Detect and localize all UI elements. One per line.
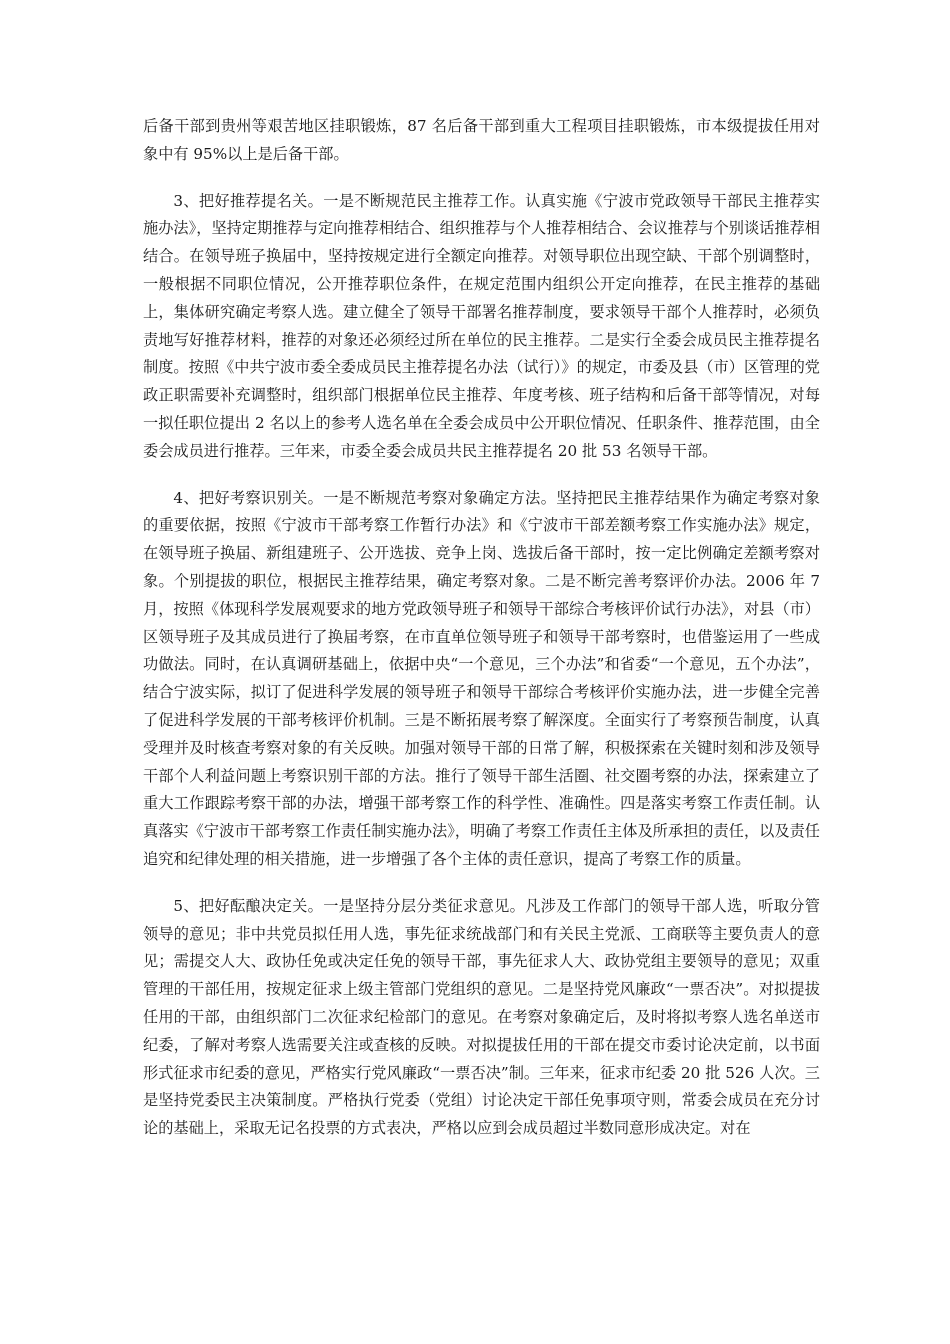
paragraph-deliberation-decision: 5、把好酝酿决定关。一是坚持分层分类征求意见。凡涉及工作部门的领导干部人选，听取分管领导的意见；非中共党员拟任用人选，事先征求统战部门和有关民主党派、工商联等主要负责人的意见；需提交人大、政协任免或决定任免的领导干部，事先征求人大、政协党组主要领导的意见；双重管理的干部任用，按规定征求上级主管部门党组织的意见。二是坚持党风廉政“一票否决”。对拟提拔任用的干部，由组织部门二次征求纪检部门的意见。在考察对象确定后，及时将拟考察人选名单送市纪委，了解对考察人选需要关注或查核的反映。对拟提拔任用的干部在提交市委讨论决定前，以书面形式征求市纪委的意见，严格实行党风廉政“一票否决”制。三年来，征求市纪委 20 批 526 人次。三是坚持党委民主决策制度。严格执行党委（党组）讨论决定干部任免事项守则，常委会成员在充分讨论的基础上，采取无记名投票的方式表决，严格以应到会成员超过半数同意形成决定。对在 — [143, 896, 820, 1138]
paragraph-recommendation-nomination: 3、把好推荐提名关。一是不断规范民主推荐工作。认真实施《宁波市党政领导干部民主推荐实施办法》，坚持定期推荐与定向推荐相结合、组织推荐与个人推荐相结合、会议推荐与个别谈话推荐相结合。在领导班子换届中，坚持按规定进行全额定向推荐。对领导职位出现空缺、干部个别调整时，一般根据不同职位情况，公开推荐职位条件，在规定范围内组织公开定向推荐，在民主推荐的基础上，集体研究确定考察人选。建立健全了领导干部署名推荐制度，要求领导干部个人推荐时，必须负责地写好推荐材料，推荐的对象还必须经过所在单位的民主推荐。二是实行全委会成员民主推荐提名制度。按照《中共宁波市委全委成员民主推荐提名办法（试行）》的规定，市委及县（市）区管理的党政正职需要补充调整时，组织部门根据单位民主推荐、年度考核、班子结构和后备干部等情况，对每一拟任职位提出 2 名以上的参考人选名单在全委会成员中公开职位情况、任职条件、推荐范围，由全委会成员进行推荐。三年来，市委全委会成员共民主推荐提名 20 批 53 名领导干部。 — [143, 191, 820, 460]
paragraph-continuation: 后备干部到贵州等艰苦地区挂职锻炼，87 名后备干部到重大工程项目挂职锻炼，市本级提拔任用对象中有 95%以上是后备干部。 — [143, 117, 820, 163]
paragraph-inspection-identification: 4、把好考察识别关。一是不断规范考察对象确定方法。坚持把民主推荐结果作为确定考察对象的重要依据，按照《宁波市干部考察工作暂行办法》和《宁波市干部差额考察工作实施办法》规定，在领导班子换届、新组建班子、公开选拔、竞争上岗、选拔后备干部时，按一定比例确定差额考察对象。个别提拔的职位，根据民主推荐结果，确定考察对象。二是不断完善考察评价办法。2006 年 7 月，按照《体现科学发展观要求的地方党政领导班子和领导干部综合考核评价试行办法》，对县（市）区领导班子及其成员进行了换届考察，在市直单位领导班子和领导干部考察时，也借鉴运用了一些成功做法。同时，在认真调研基础上，依据中央“一个意见，三个办法”和省委“一个意见，五个办法”，结合宁波实际，拟订了促进科学发展的领导班子和领导干部综合考核评价实施办法，进一步健全完善了促进科学发展的干部考核评价机制。三是不断拓展考察了解深度。全面实行了考察预告制度，认真受理并及时核查考察对象的有关反映。加强对领导干部的日常了解，积极探索在关键时刻和涉及领导干部个人利益问题上考察识别干部的方法。推行了领导干部生活圈、社交圈考察的办法，探索建立了重大工作跟踪考察干部的办法，增强干部考察工作的科学性、准确性。四是落实考察工作责任制。认真落实《宁波市干部考察工作责任制实施办法》，明确了考察工作责任主体及所承担的责任，以及责任追究和纪律处理的相关措施，进一步增强了各个主体的责任意识，提高了考察工作的质量。 — [143, 488, 820, 868]
document-page — [143, 113, 820, 1162]
